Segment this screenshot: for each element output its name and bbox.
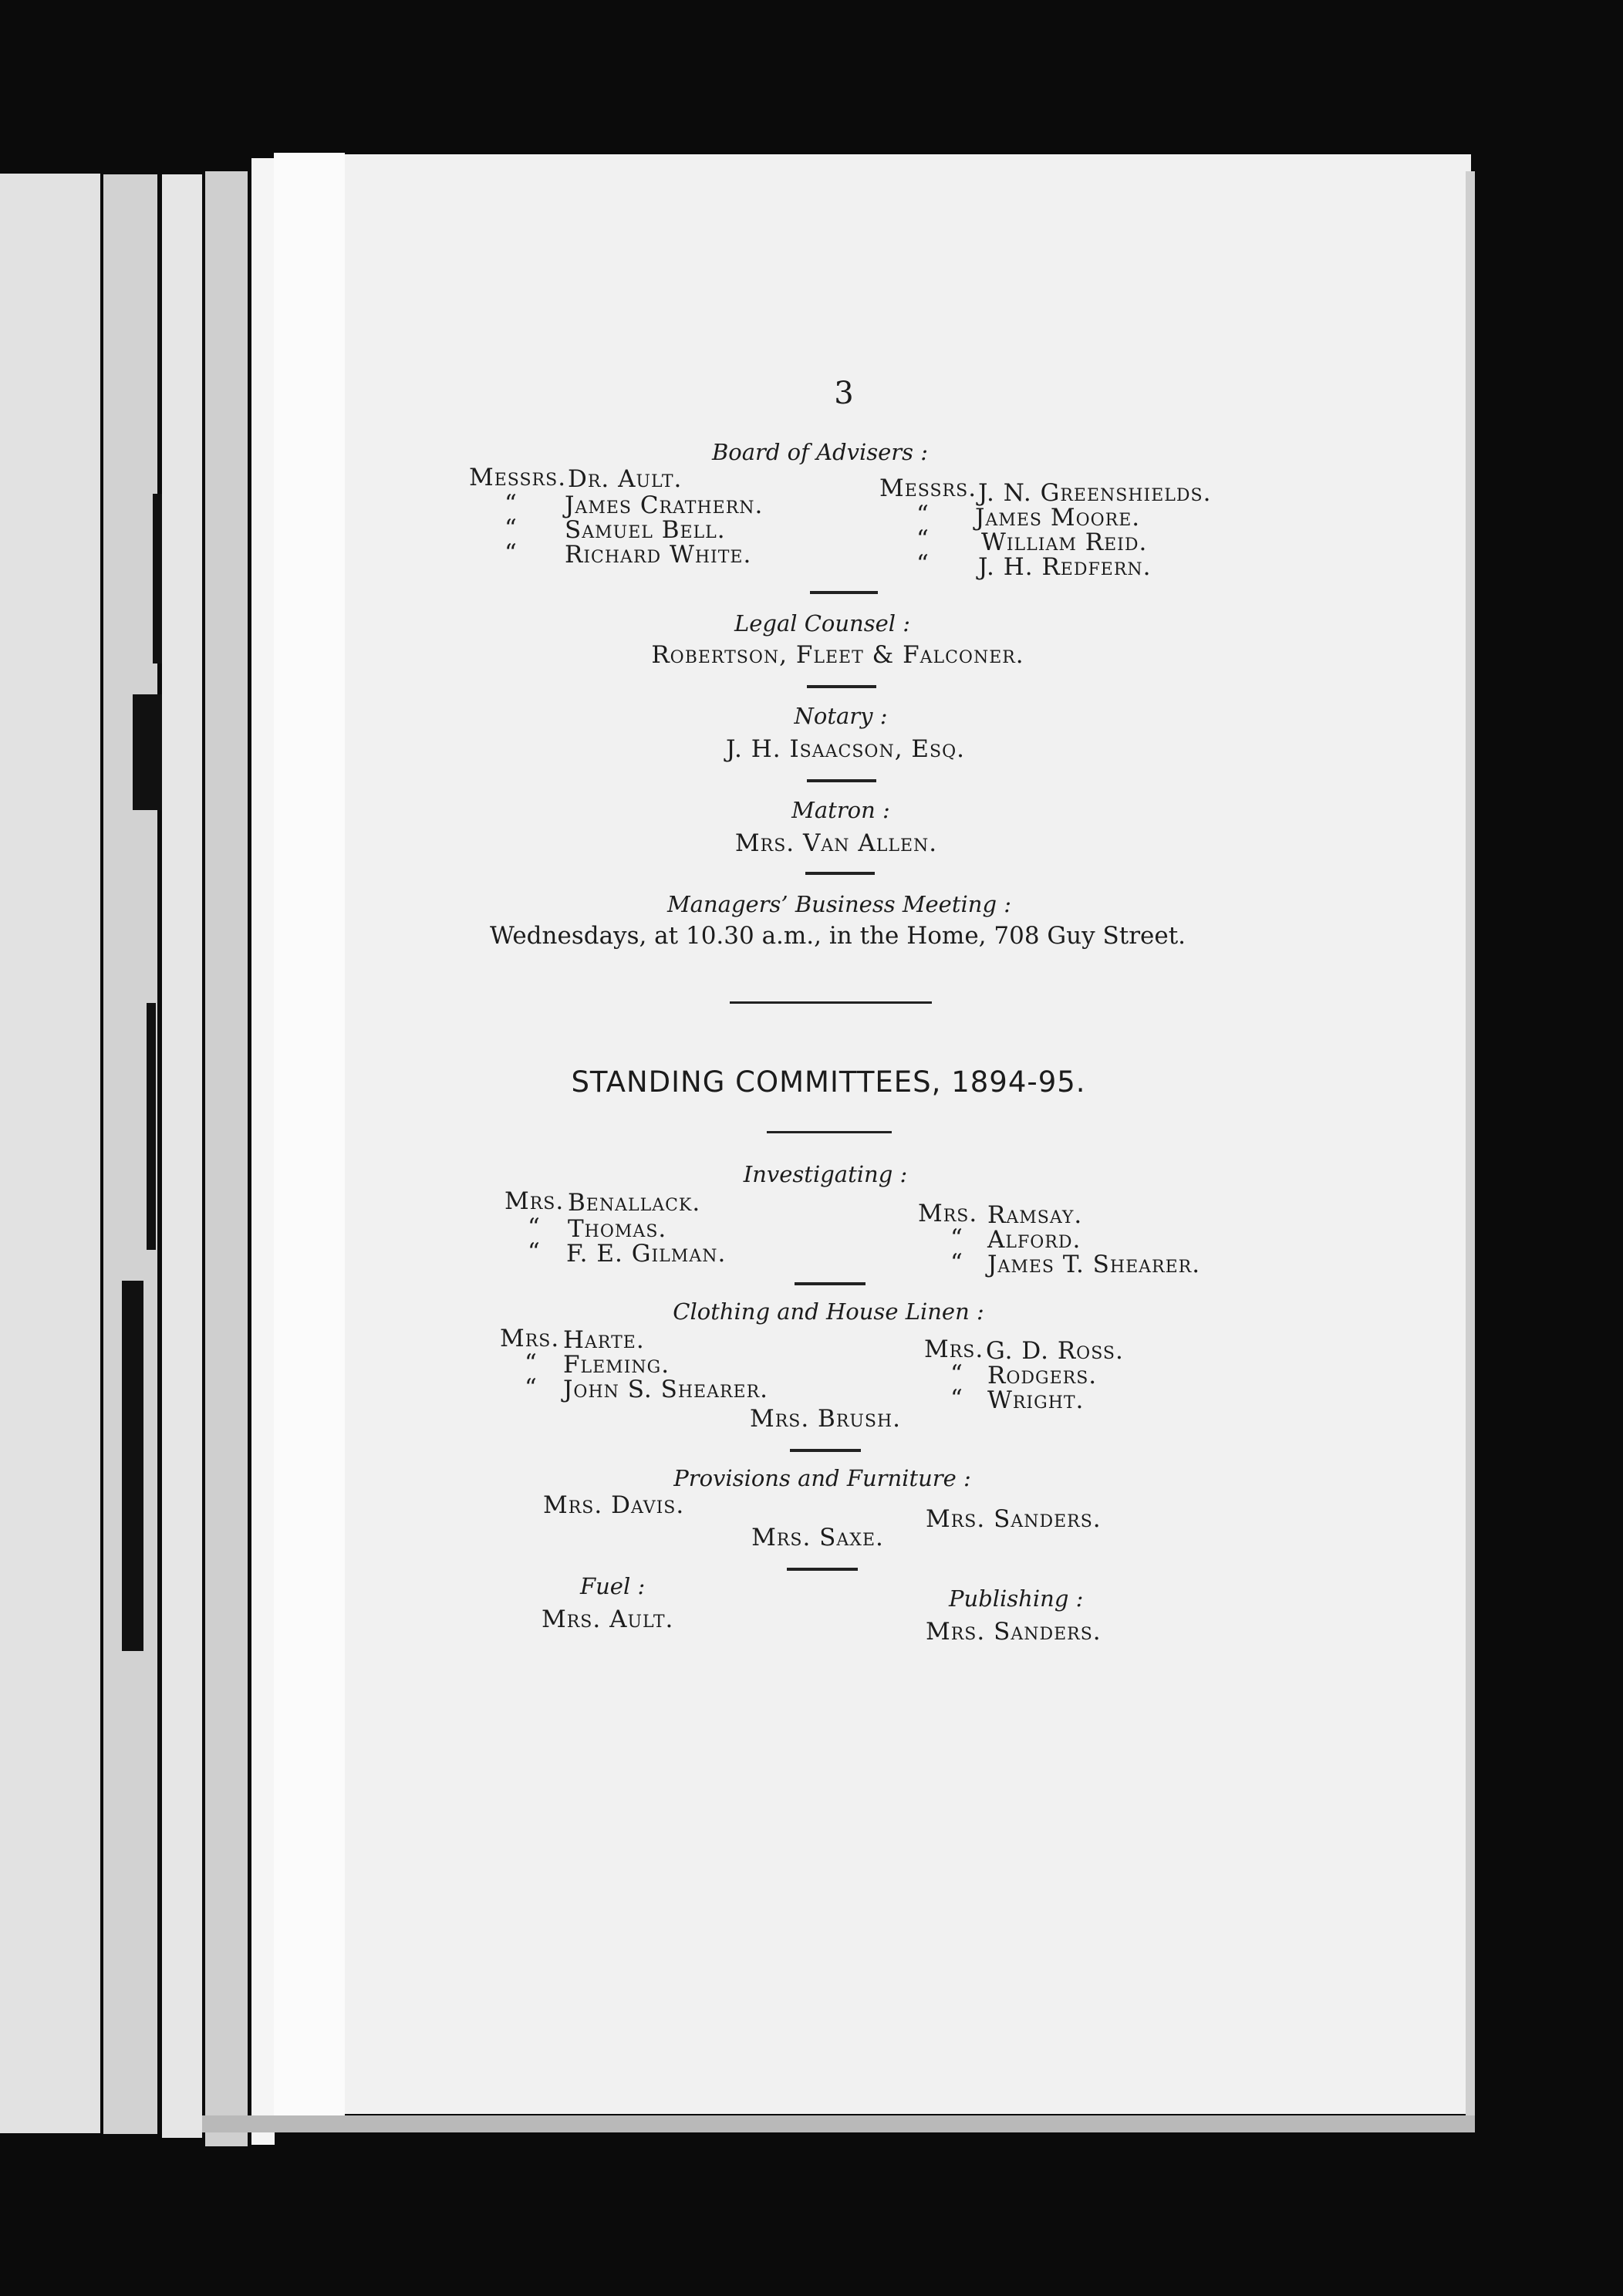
section-divider — [795, 1282, 865, 1285]
provisions-center-name: Mrs. Saxe. — [751, 1524, 884, 1551]
legal-name: Robertson, Fleet & Falconer. — [651, 641, 1024, 669]
meeting-title: Managers’ Business Meeting : — [666, 891, 1012, 917]
ditto-mark: “ — [916, 550, 929, 578]
ditto-mark: “ — [528, 1214, 540, 1241]
fuel-title: Fuel : — [580, 1573, 646, 1599]
board-left-prefix: Messrs. — [469, 464, 567, 491]
notary-title: Notary : — [794, 703, 888, 729]
investigating-left-name: Thomas. — [568, 1215, 667, 1243]
meeting-text: Wednesdays, at 10.30 a.m., in the Home, 708 Guy Street. — [489, 922, 1186, 950]
clothing-left-name: John S. Shearer. — [563, 1376, 769, 1403]
ditto-mark: “ — [950, 1224, 963, 1252]
notary-name: J. H. Isaacson, Esq. — [725, 735, 966, 763]
ditto-mark: “ — [916, 501, 929, 528]
investigating-left-prefix: Mrs. — [504, 1187, 565, 1215]
provisions-right-name: Mrs. Sanders. — [926, 1505, 1102, 1533]
ditto-mark: “ — [504, 490, 517, 518]
ditto-mark: “ — [525, 1374, 537, 1402]
investigating-right-name: Ramsay. — [987, 1201, 1083, 1229]
board-title: Board of Advisers : — [711, 439, 929, 465]
investigating-right-name: Alford. — [987, 1226, 1081, 1254]
board-left-name: Samuel Bell. — [565, 516, 726, 544]
committees-title: STANDING COMMITTEES, 1894-95. — [571, 1065, 1086, 1099]
binding-layer — [205, 171, 248, 2146]
binding-layer — [251, 158, 275, 2145]
page-right-edge — [1466, 171, 1475, 2115]
board-right-name: James Moore. — [975, 504, 1141, 532]
binding-shadow — [153, 494, 162, 663]
page-number: 3 — [834, 376, 854, 411]
clothing-left-prefix: Mrs. — [500, 1325, 560, 1352]
binding-layer — [162, 174, 202, 2138]
section-divider — [807, 685, 876, 688]
board-left-name: James Crathern. — [565, 491, 764, 519]
matron-name: Mrs. Van Allen. — [734, 829, 938, 857]
page-bottom-shadow — [202, 2115, 1475, 2132]
section-divider — [807, 779, 876, 782]
section-divider — [790, 1449, 861, 1452]
section-divider — [787, 1568, 858, 1571]
ditto-mark: “ — [950, 1360, 963, 1388]
board-right-name: William Reid. — [981, 528, 1148, 556]
investigating-title: Investigating : — [743, 1161, 908, 1187]
legal-title: Legal Counsel : — [734, 610, 911, 636]
paper-strip — [274, 153, 345, 2116]
board-left-name: Dr. Ault. — [568, 465, 683, 493]
clothing-right-name: Rodgers. — [987, 1362, 1098, 1389]
section-divider — [810, 591, 878, 594]
section-divider — [767, 1131, 892, 1133]
clothing-left-name: Harte. — [563, 1326, 645, 1354]
fuel-name: Mrs. Ault. — [542, 1606, 674, 1633]
publishing-title: Publishing : — [949, 1585, 1084, 1612]
clothing-right-name: Wright. — [987, 1386, 1085, 1414]
clothing-left-name: Fleming. — [563, 1351, 670, 1379]
ditto-mark: “ — [525, 1349, 537, 1377]
investigating-right-name: James T. Shearer. — [987, 1251, 1201, 1278]
clothing-right-name: G. D. Ross. — [986, 1337, 1124, 1365]
ditto-mark: “ — [916, 525, 929, 553]
provisions-left-name: Mrs. Davis. — [543, 1491, 685, 1519]
ditto-mark: “ — [504, 539, 517, 567]
ditto-mark: “ — [950, 1385, 963, 1413]
previous-page-edge — [0, 174, 100, 2133]
board-left-name: Richard White. — [565, 541, 752, 569]
investigating-left-name: Benallack. — [568, 1189, 701, 1217]
investigating-right-prefix: Mrs. — [918, 1200, 978, 1227]
provisions-title: Provisions and Furniture : — [673, 1465, 971, 1491]
board-right-name: J. N. Greenshields. — [978, 479, 1212, 507]
binding-shadow — [122, 1281, 143, 1651]
ditto-mark: “ — [950, 1249, 963, 1277]
board-right-name: J. H. Redfern. — [978, 553, 1152, 581]
long-divider — [730, 1001, 932, 1004]
clothing-center-name: Mrs. Brush. — [749, 1405, 902, 1433]
clothing-title: Clothing and House Linen : — [673, 1298, 984, 1325]
ditto-mark: “ — [528, 1238, 540, 1266]
matron-title: Matron : — [791, 797, 890, 823]
section-divider — [805, 872, 875, 875]
binding-shadow — [147, 1003, 156, 1250]
binding-shadow — [133, 694, 162, 810]
ditto-mark: “ — [504, 515, 517, 542]
investigating-left-name: F. E. Gilman. — [566, 1240, 727, 1268]
board-right-prefix: Messrs. — [879, 474, 977, 502]
clothing-right-prefix: Mrs. — [924, 1335, 984, 1363]
publishing-name: Mrs. Sanders. — [926, 1618, 1102, 1646]
